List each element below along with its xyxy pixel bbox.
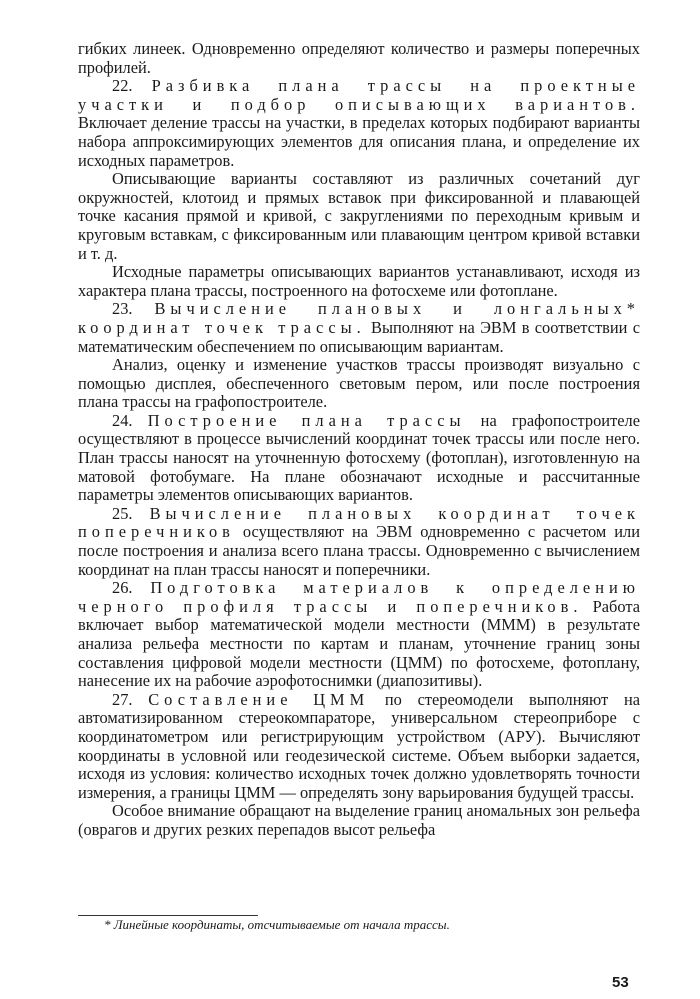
paragraph-24 bbox=[78, 412, 640, 505]
section-number: 27. bbox=[112, 689, 133, 709]
paragraph-25 bbox=[78, 505, 640, 579]
paragraph-22 bbox=[78, 77, 640, 170]
paragraph-23 bbox=[78, 300, 640, 356]
section-number: 22. bbox=[112, 76, 133, 96]
section-number: 26. bbox=[112, 578, 133, 598]
section-number: 25. bbox=[112, 503, 133, 523]
paragraph-text: по стереомодели выполняют на автоматизированном стереокомпараторе, универсальном стереоприборе с координатометром или регистрирующим устройством (АРУ). Вычисляют координаты в условной или геодезической системе. Объем выборки задается, исходя из условия: количество исходных точек должно удовлетворять точности измерения, а границы ЦММ — определять зону варьирования будущей трассы. bbox=[78, 689, 640, 802]
footnote: * Линейные координаты, отсчитываемые от начала трассы. bbox=[104, 917, 450, 932]
paragraph-text: Включает деление трассы на участки, в пределах которых подбирают варианты набора аппроксимирующих элементов для описания плана, и определение их исходных параметров. bbox=[78, 113, 640, 170]
paragraph bbox=[78, 356, 640, 412]
paragraph-26 bbox=[78, 579, 640, 691]
paragraph bbox=[78, 263, 640, 300]
paragraph bbox=[78, 802, 640, 839]
paragraph-text: Исходные параметры описывающих вариантов устанавливают, исходя из характера плана трассы, построенного на фотосхеме или фотоплане. bbox=[78, 262, 640, 300]
section-heading: Разбивка плана трассы на проектные участки и подбор описывающих вариантов. bbox=[78, 76, 640, 114]
section-number: 23. bbox=[112, 299, 133, 319]
footnote-rule bbox=[78, 915, 258, 916]
paragraph-text: Анализ, оценку и изменение участков трассы производят визуально с помощью дисплея, обеспеченного световым пером, или после построения плана трассы на графопостроителе. bbox=[78, 355, 640, 412]
section-heading: Составление ЦММ bbox=[148, 689, 370, 709]
paragraph-text: на графопостроителе осуществляют в процессе вычислений координат точек трассы или после него. План трассы наносят на уточненную фотосхему (фотоплан), изготовленную на матовой фотобумаге. На плане обозначают исходные и рассчитанные параметры элементов описывающих вариантов. bbox=[78, 410, 640, 505]
paragraph-text: Выполняют на ЭВМ в соответствии с математическим обеспечением по описывающим вариантам. bbox=[78, 317, 640, 356]
section-heading: Построение плана трассы bbox=[147, 410, 466, 430]
paragraph-text: Особое внимание обращают на выделение границ аномальных зон рельефа (оврагов и других резких перепадов высот рельефа bbox=[78, 801, 640, 839]
paragraph bbox=[78, 170, 640, 263]
paragraph-text: Работа включает выбор математической модели местности (ММM) в результате анализа рельефа местности по картам и планам, уточнение границ зоны составления цифровой модели местности (ЦММ) по фотосхеме, фотоплану, нанесение их на рабочие аэрофотоснимки (диапозитивы). bbox=[78, 596, 640, 691]
paragraph-continued bbox=[78, 40, 640, 77]
paragraph-text: гибких линеек. Одновременно определяют количество и размеры поперечных профилей. bbox=[78, 39, 640, 77]
section-heading: Подготовка материалов к определению черного профиля трассы и поперечников. bbox=[78, 578, 640, 616]
section-heading: Вычисление плановых координат точек поперечников bbox=[78, 503, 640, 542]
page-number: 53 bbox=[612, 974, 629, 991]
paragraph-text: осуществляют на ЭВМ одновременно с расчетом или после построения и анализа всего плана трассы. Одновременно с вычислением координат на план трассы наносят и поперечники. bbox=[78, 522, 640, 579]
body-text bbox=[78, 40, 640, 840]
paragraph-27 bbox=[78, 691, 640, 803]
section-heading: Вычисление плановых и лонгальных* координат точек трассы. bbox=[78, 299, 640, 337]
section-number: 24. bbox=[112, 410, 133, 430]
paragraph-text: Описывающие варианты составляют из различных сочетаний дуг окружностей, клотоид и прямых вставок при фиксированной и плавающей точке касания прямой и кривой, с закруглениями по переходным кривым и круговым вставкам, с фиксированным или плавающим центром кривой вставки и т. д. bbox=[78, 169, 640, 263]
